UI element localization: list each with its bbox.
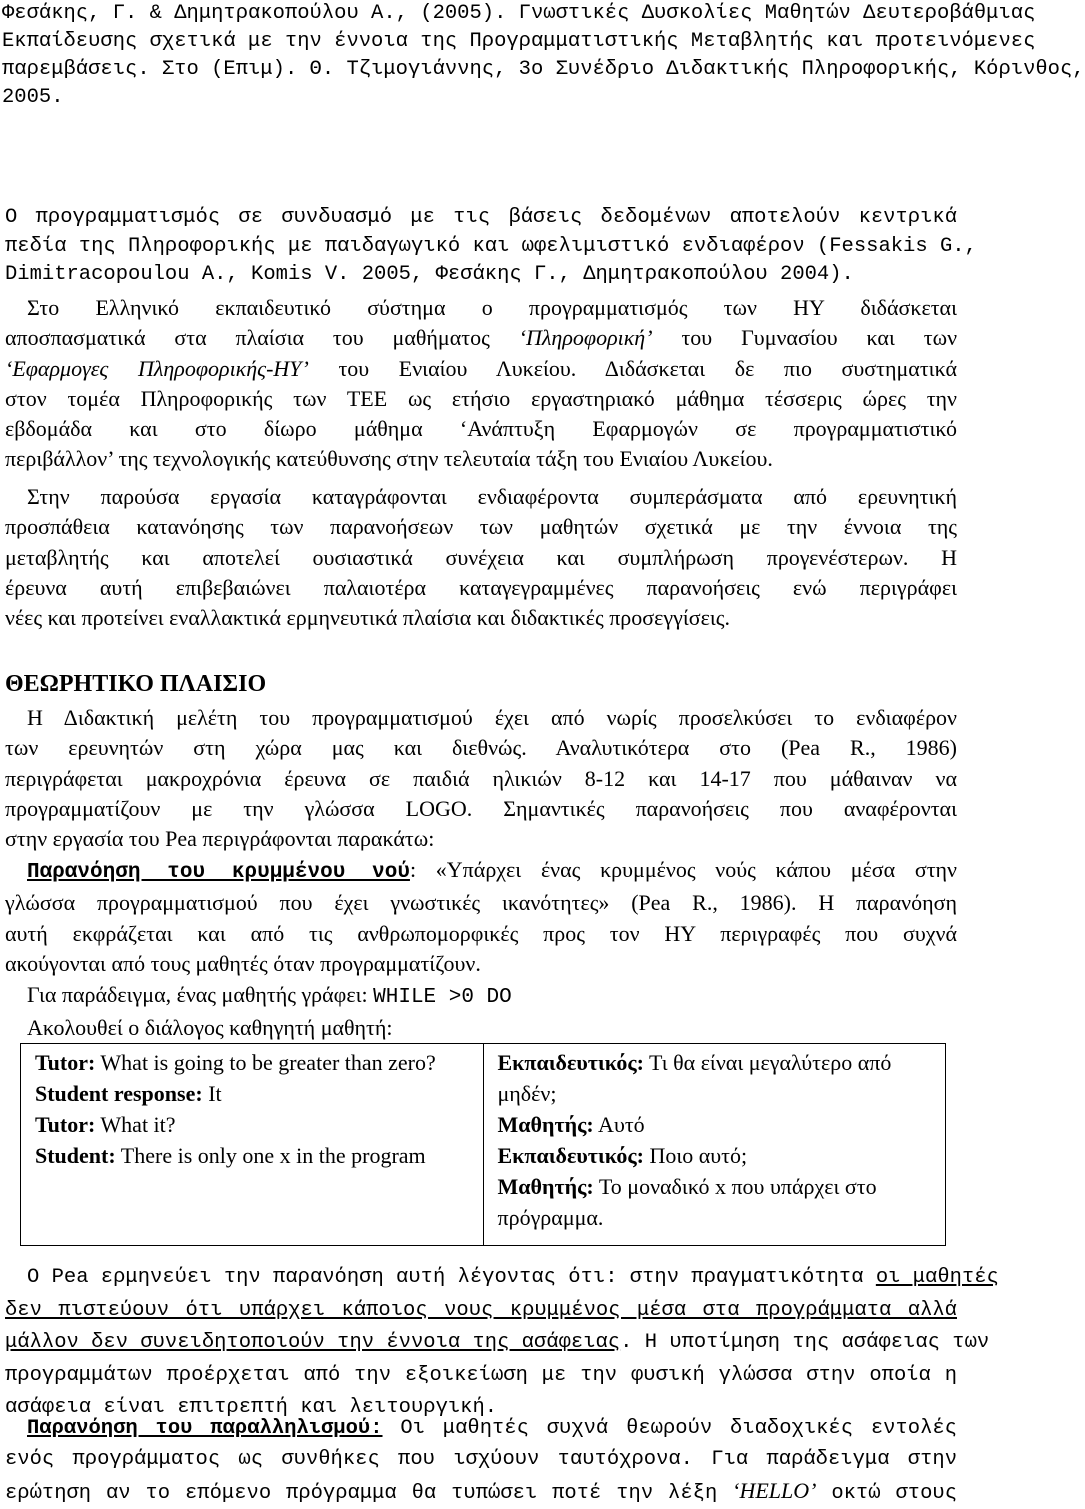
misconception-parallelism xyxy=(5,1413,957,1509)
text-span: Οι μαθητές συχνά θεωρούν διαδοχικές εντολές xyxy=(382,1417,957,1440)
intro-paragraph-2 xyxy=(5,293,957,475)
interpretation-paragraph xyxy=(5,1262,999,1425)
reference-line: παρεμβάσεις. Στο (Επιμ). Θ. Τζιμογιάννης, 3ο Συνέδριο Διδακτικής Πληροφορικής, Κόρινθος, xyxy=(2,58,1085,81)
utterance: What it? xyxy=(95,1112,176,1137)
dialog-turn xyxy=(498,1171,934,1233)
utterance: It xyxy=(202,1081,222,1106)
text-span: Ο Pea ερμηνεύει την παρανόηση αυτή λέγοντας ότι: στην πραγματικότητα xyxy=(27,1266,876,1289)
text-line: γλώσσα προγραμματισμού που έχει γνωστικές ικανότητες» (Pea R., 1986). Η παρανόηση xyxy=(5,890,957,916)
text-line: ακούγονται από τους μαθητές όταν προγραμματίζουν. xyxy=(5,950,481,976)
underlined-text: οι μαθητές xyxy=(875,1266,999,1289)
text-span: αποσπασματικά στα πλαίσια του μαθήματος xyxy=(5,325,490,351)
text-line: στην εργασία του Pea περιγράφονται παρακάτω: xyxy=(5,826,435,852)
text-line: προγραμματίζουν με την γλώσσα LOGO. Σημαντικές παρανοήσεις που αναφέρονται xyxy=(5,795,957,821)
utterance: What is going to be greater than zero? xyxy=(95,1050,436,1075)
text-line xyxy=(5,323,957,353)
speaker-label: Student: xyxy=(35,1143,116,1168)
text-line: πεδία της Πληροφορικής με παιδαγωγικό και ωφελιμιστικό ενδιαφέρον (Fessakis G., xyxy=(5,234,977,258)
text-span: : «Υπάρχει ένας κρυμμένος νούς κάπου μέσα στην xyxy=(409,857,957,882)
utterance: Αυτό xyxy=(593,1112,645,1137)
utterance: There is only one x in the program xyxy=(115,1143,426,1168)
text-line: ασάφεια είναι επιτρεπτή και λειτουργική. xyxy=(5,1396,498,1419)
dialog-english-cell xyxy=(21,1044,484,1246)
text-span: . Η υποτίμηση της ασάφειας των xyxy=(620,1331,990,1354)
speaker-label: Μαθητής: xyxy=(497,1112,594,1137)
speaker-label: Tutor: xyxy=(35,1112,96,1137)
intro-paragraph-1 xyxy=(5,204,977,290)
dialog-turn xyxy=(35,1078,471,1109)
dialog-turn xyxy=(498,1047,934,1109)
text-line: εβδομάδα και στο δίωρο μάθημα ‘Ανάπτυξη Εφαρμογών σε προγραμματιστικό xyxy=(5,416,957,442)
table-row xyxy=(21,1044,946,1246)
text-line: Ο προγραμματισμός σε συνδυασμό με τις βάσεις δεδομένων αποτελούν κεντρικά xyxy=(5,206,957,229)
utterance: Τι θα είναι μεγαλύτερο από μηδέν; xyxy=(497,1050,892,1106)
text-line xyxy=(5,855,957,888)
text-line: των ερευνητών στη χώρα μας και διεθνώς. Αναλυτικότερα στο (Pea R., 1986) xyxy=(5,735,957,761)
text-line: περιβάλλον’ της τεχνολογικής κατεύθυνσης στην τελευταία τάξη του Ενιαίου Λυκείου. xyxy=(5,446,773,472)
text-span: ερώτηση αν το επόμενο πρόγραμμα θα τυπώσει ποτέ την λέξη xyxy=(5,1482,733,1505)
misconception-hidden-mind xyxy=(5,855,957,979)
theory-paragraph xyxy=(5,703,957,854)
text-line xyxy=(5,1475,957,1509)
text-line: ενός προγράμματος ως συνθήκες που ισχύουν ταυτόχρονα. Για παράδειγμα στην xyxy=(5,1448,957,1471)
text-line: Στο Ελληνικό εκπαιδευτικό σύστημα ο προγραμματισμός των ΗΥ διδάσκεται xyxy=(27,295,957,320)
dialog-turn xyxy=(498,1109,934,1140)
text-line xyxy=(5,1262,999,1295)
reference-line: Εκπαίδευσης σχετικά με την έννοια της Προγραμματιστικής Μεταβλητής και προτεινόμενες xyxy=(2,30,1036,53)
quoted-word: ‘HELLO’ xyxy=(732,1478,817,1503)
example-lines xyxy=(27,980,957,1044)
speaker-label: Student response: xyxy=(35,1081,203,1106)
text-line: έρευνα αυτή επιβεβαιώνει παλαιοτέρα καταγεγραμμένες παρανοήσεις ενώ περιγράφει xyxy=(5,574,957,600)
text-line xyxy=(5,1413,957,1444)
text-line: Στην παρούσα εργασία καταγράφονται ενδιαφέροντα συμπεράσματα από ερευνητική xyxy=(27,484,957,509)
text-span: του Ενιαίου Λυκείου. Διδάσκεται δε πιο συστηματικά xyxy=(338,355,957,381)
text-span: Για παράδειγμα, ένας μαθητής γράφει: xyxy=(27,982,374,1007)
course-name: ‘Εφαρμογες Πληροφορικής-ΗΥ’ xyxy=(5,355,309,381)
misconception-title: Παρανόηση του κρυμμένου νού xyxy=(27,861,410,884)
speaker-label: Tutor: xyxy=(35,1050,96,1075)
speaker-label: Εκπαιδευτικός: xyxy=(497,1143,644,1168)
text-line: Η Διδακτική μελέτη του προγραμματισμού έχει από νωρίς προσελκύσει το ενδιαφέρον xyxy=(27,705,957,730)
text-line: αυτή εκφράζεται και από τις ανθρωπομορφικές προς τον ΗΥ περιγραφές που συχνά xyxy=(5,920,957,946)
text-line xyxy=(5,354,957,384)
speaker-label: Εκπαιδευτικός: xyxy=(497,1050,644,1075)
dialog-intro: Ακολουθεί ο διάλογος καθηγητή μαθητή: xyxy=(27,1015,393,1041)
misconception-title: Παρανόηση του παραλληλισμού: xyxy=(27,1417,383,1440)
dialog-table xyxy=(20,1043,946,1246)
text-line: νέες και προτείνει εναλλακτικά ερμηνευτικά πλαίσια και διδακτικές προσεγγίσεις. xyxy=(5,605,730,631)
example-line xyxy=(27,980,957,1013)
section-heading: ΘΕΩΡΗΤΙΚΟ ΠΛΑΙΣΙΟ xyxy=(5,671,267,697)
text-line: Dimitracopoulou A., Komis V. 2005, Φεσάκης Γ., Δημητρακοπούλου 2004). xyxy=(5,263,854,286)
utterance: Ποιο αυτό; xyxy=(643,1143,748,1168)
reference-citation xyxy=(2,0,1085,112)
speaker-label: Μαθητής: xyxy=(497,1174,594,1199)
text-span: του Γυμνασίου και των xyxy=(681,325,958,351)
dialog-turn xyxy=(498,1140,934,1171)
course-name: ‘Πληροφορική’ xyxy=(518,325,653,351)
text-line: προγραμμάτων προέρχεται από την εξοικείωση με την φυσική γλώσσα στην οποία η xyxy=(5,1363,957,1387)
dialog-turn xyxy=(35,1140,471,1171)
intro-paragraph-3 xyxy=(5,482,957,633)
text-line: δεν πιστεύουν ότι υπάρχει κάποιος νους κρυμμένος μέσα στα προγράμματα αλλά xyxy=(5,1298,957,1322)
text-line: περιγράφεται μακροχρόνια έρευνα σε παιδιά ηλικιών 8-12 και 14-17 που μάθαιναν να xyxy=(5,765,957,791)
underlined-text: μάλλον δεν συνειδητοποιούν την έννοια της ασάφειας xyxy=(5,1331,621,1354)
reference-line: Φεσάκης, Γ. & Δημητρακοπούλου Α., (2005). Γνωστικές Δυσκολίες Μαθητών Δευτεροβάθμιας xyxy=(2,2,1036,25)
text-line: μεταβλητής και αποτελεί ουσιαστικά συνέχεια και συμπλήρωση προγενέστερων. Η xyxy=(5,544,957,570)
utterance: Το μοναδικό x που υπάρχει στο πρόγραμμα. xyxy=(497,1174,877,1230)
dialog-greek-cell xyxy=(483,1044,946,1246)
dialog-turn xyxy=(35,1109,471,1140)
text-line: στον τομέα Πληροφορικής των ΤΕΕ ως ετήσιο εργαστηριακό μάθημα τέσσερις ώρες την xyxy=(5,385,957,411)
text-span: οκτώ στους xyxy=(816,1482,957,1505)
dialog-turn xyxy=(35,1047,471,1078)
text-line: προσπάθεια κατανόησης των παρανοήσεων των μαθητών σχετικά με την έννοια της xyxy=(5,514,957,540)
reference-line: 2005. xyxy=(2,86,64,109)
code-snippet: WHILE >0 DO xyxy=(373,986,512,1009)
text-line xyxy=(5,1327,990,1360)
